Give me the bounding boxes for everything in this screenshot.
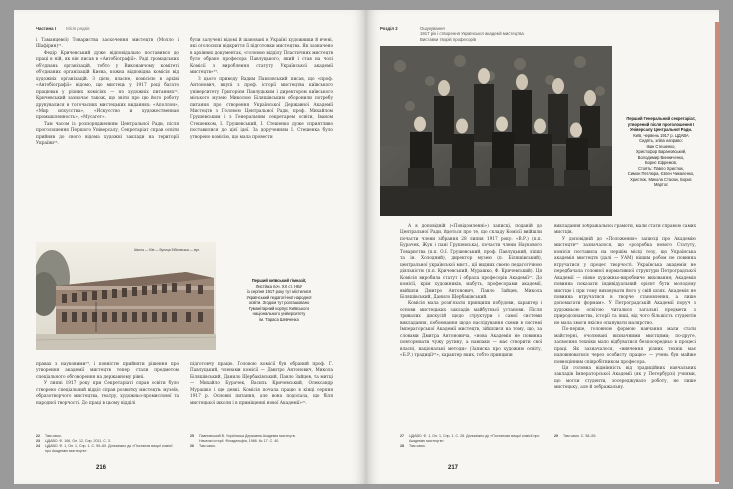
caption-line: Стоять: Павло Христюк, xyxy=(638,165,684,171)
footnote: 25 Павловський В. Українська Державна Академія мистецтв. xyxy=(190,434,296,438)
paragraph: Комісія мала розв'язати принципи побудови, характер і основи мистецьких закладів майбутньої установи. Після тривалих дискусій щодо структури і самої системи викладання, побоювання щодо наслідування схеми в системі Імператорської Академії мистецтв, зійшлися на тому, що, за словами Дмитра Антоновича, «нова Академія не повинна повторювати чужу рутину, а навпаки — має створити свої власні, національні методи» (Записка про художню освіту, «Б.Р.) традиції²⁸», характер яких, тобто принципи xyxy=(400,301,542,359)
caption-line: Іван Стешенко, xyxy=(646,143,676,149)
page-number-right: 217 xyxy=(448,465,459,471)
group-photo-caption xyxy=(618,116,704,188)
footnote: 27 ЦДАВО. Ф. 1, Оп. 1, Спр. 1. С. 28. Допоміжно до «Постанови вищої комісії про Академію мистецтв». xyxy=(400,434,540,444)
paragraph: були залучені відомі й шановані в Україні художники й вчені, які оголосили відкриття її підготовки мистецтва. Як зазначено в архівних документах, «головою відділу Пластичних мистецтв було обрано професора Павлуцького, який і став на чолі Комісії з вироблення статуту Української академії мистецтв»²⁴. xyxy=(190,38,333,76)
left-column-1-bottom xyxy=(36,362,179,407)
caption-line: Листівка поч. XX ст. НБУ xyxy=(255,283,303,289)
caption-line: Український педагогічної народної xyxy=(246,294,312,300)
caption-line: Мартос xyxy=(653,182,669,188)
right-footnotes-1 xyxy=(400,434,542,449)
header-line: 1917 рік і створення Української академії мистецтва xyxy=(420,31,524,37)
right-page xyxy=(366,10,719,484)
left-page-header xyxy=(36,26,90,31)
footnote: 23 ЦДАВО. Ф. 166, Оп. 12, Спр. 2011. С. 3. xyxy=(36,439,111,444)
caption-heading: Перший Генеральний секретаріат, утворений після проголошення I Універсалу Центральної Ради. xyxy=(626,116,696,133)
paragraph: У доповідній до «Положення» записці про Академію мистецтв²⁹ зазначалося, що «розробка нового Статуту, комісія поставила на першім місці тезу, що Українська академія мистецтв (далі — УАМ) нішим робом не повинна втручатися у процес творчості. Українська академія не передбачала головної нормативної структури Петроградської Академії — ніяке художньо-виробниче виховання; Академія повинна показати індивідуальний орієнт бути молодому мистцю і при тому виховувати його у свій шлях. Академія не повинна втручатися в творче становлення, а лише допомагати формам». У Петроградській Академії поруч з художньою освітою читалися загальні предмети з природознавства, історії та інші, від чого більшість студентів не мала змоги якісно опанувати малярство. xyxy=(554,236,696,326)
caption-line: Христофор Барановський, xyxy=(635,149,687,155)
paragraph: З цього приводу Вадим Павловський писав, що «проф. Антонович, вкупі з проф. історії мистецтва київського університету Григорієм Павлуцьким і директором київського міського музею Миколою Біляшівським оборонили потребу питання про створення Української Державної Академії Мистецтв з Головою Центральної Ради, проф. Михайлом Грушевським і з Генеральним секретарем освіти, Іваном Стешенком, І. Грушевський, І. Стешенко дуже сприятливо поставилися до цієї ідеї. За дорученням І. Стешенка було утворено комісію, що мала провести xyxy=(190,76,333,140)
left-column-1-top xyxy=(36,38,179,148)
right-footnotes-2 xyxy=(554,434,696,439)
caption-line: із серпня 1917 року тут містилися xyxy=(246,289,312,295)
caption-heading: Перший київський гімназії, xyxy=(251,278,307,283)
header-line: Виставки творів професорів xyxy=(420,36,477,42)
section-label: Розділ 2 xyxy=(380,26,398,31)
left-footnotes-1 xyxy=(36,434,179,454)
paragraph: У липні 1917 року при Секретаріаті справ освіти було створено спеціальний відділ справ розвитку мистецтв: музеїв, образотворчого мистецтва, театру, художньо-промислової та народної творчості. До праці в цьому відділі xyxy=(36,381,179,406)
footnote: 28 Там само. xyxy=(400,444,426,449)
header-line: Ошукування xyxy=(420,26,445,31)
footnote: 29 Там само. С. 58–59. xyxy=(554,434,597,438)
paragraph: підготовчу працю. Головою комісії був обраний проф. Г. Павлуцький, членами комісії — Дмитро Антонович, Микола Біляшівський, Данило Щербаківський, Павло Зайцев, та митці — Михайло Бурачек, Василь Кричевський, Олександр Мурашко і ще деякі. Комісія почала працю в кінці серпня 1917 р. Основні питання, але вона подолала, що біля мистецької школи і в приміщенні нової Академії»²⁵. xyxy=(190,362,333,406)
left-footnotes-2 xyxy=(190,434,333,449)
paragraph: По-перше, головною формою навчання мали стати майстерні, очолювані визначними мистцями; по-друге, засвоєння техніки мало відбуватися безпосередньо в процесі праці. Як зазначалося, «вивчення різних технік має наповнюватися через особисту працю» — учень був майже повноцінним співробітником професора. xyxy=(554,327,696,365)
caption-line: національного університету xyxy=(252,311,306,317)
right-column-2 xyxy=(554,224,696,430)
book-spread xyxy=(14,10,719,484)
page-edge-stripe xyxy=(715,22,719,482)
left-column-2-bottom xyxy=(190,362,333,407)
caption-line: освіти. Згодом тут розташовано xyxy=(248,300,310,306)
footnote: 26 Там само. xyxy=(190,444,216,449)
postcard-inscription: Школа — Кіїв — Вулиця Бібіковська — вул. xyxy=(133,248,201,252)
right-column-1 xyxy=(400,224,542,360)
paragraph: викладання зображальної грамоти, мали стати справою самих мистців. xyxy=(554,224,696,236)
caption-line: ім. Тараса Шевченка xyxy=(259,316,299,322)
caption-line: Володимир Винниченко, xyxy=(637,154,685,160)
caption-line: Гуманітарний корпус Київського xyxy=(248,305,310,311)
paragraph: Ця головна відмінність від традиційних навчальних закладів Імператорської Академії (як у Петербурзі) учнями, що могли студенти, зосереджувало роботу, не лише мистецьку, але й зображальну. xyxy=(554,365,696,391)
footnote: 22 Там само. xyxy=(36,434,62,438)
paragraph: А в доповідній («Повідомленні») записці, поданій до Центральної Ради, йдеться про те, що складу Комісії ввійшли почасти члени зібрання 28 липня 1917 року: «В.Р.) (п.п. Бурачек, Жук і пані Грушевська), почасти члени Наукового Товариства (п.п. О.І. Грушевський, проф. Павлуцький, ліпші та ін. Холодний), директор музею (п. Біляшівський), центральної української мист., ції видних своєю педагогічною діяльністю (п.п. Кричевський, Мурашко, Ф. Кричевський). Ця Комісія виробила статут і обрала професорів Академії²⁷. До комісії, крім художників, мабуть, професорами академії, ввійшли Дмитро Антонович, Павло Зайцев, Микола Біляшівський, Данило Щербаківський. xyxy=(400,224,542,300)
postcard-caption xyxy=(220,278,338,322)
footnote: Начатки історії. Філадельфія, 1966. № 17. С. 40. xyxy=(199,439,280,444)
gymnasium-postcard-photo xyxy=(36,242,216,350)
paragraph: Федір Кричевський дуже відповідально поставився до праці в ній, як він писав в «Автобіографії». Раді громадських об'єднань організацій, тобто у Виконавчому комітеті об'єднаних організацій Києва, кожна відповідна комісія від художніх організацій. З цією, власне, комісією в архіві «Автобіографії» відомо, що мистець у 1917 році багато працював у різних комісіях — по художніх питаннях²². Кричевський зазначає також, що звіти про цю його роботу друкувалися в тогочасних мистецьких виданнях: «Аполлон», «Мир искусства», «Искусство и художественная промышленность», «Мусагет». xyxy=(36,50,179,121)
paragraph: і Таманцевої) Товариства заохочення мистецтв (Молло і Шафірин)²¹. xyxy=(36,38,179,50)
postcard-image xyxy=(36,242,216,350)
group-photo-image xyxy=(380,46,612,216)
paragraph: правах з науковими²⁴, і повністю прийняти рішення про утворення академії мистецтв тепер стали предметом спеціального обговорення на державному рівні. xyxy=(36,362,179,380)
caption-line: Симон Петлюра, Євген Чикаленко, xyxy=(627,171,695,177)
caption-line: Христюк, Микола Стасюк, Борис xyxy=(630,176,692,182)
page-number-left: 216 xyxy=(96,465,107,471)
general-secretariat-photo xyxy=(380,46,612,216)
subsection-label: Місія рядків xyxy=(66,26,90,31)
caption-line: Київ, червень 1917 р. ЦДАВА xyxy=(633,132,689,138)
caption-line: Сидять, зліва направо: xyxy=(639,138,683,144)
footnote: 24 ЦДАВО. Ф. 1, Оп. 1, Спр. 1. С. 59–60. Допоміжно до «Постанов вищої комісії про Академію мистецтв». xyxy=(36,444,173,454)
section-label: Частина I xyxy=(36,26,56,31)
left-page xyxy=(14,10,366,484)
paragraph: Там часом із розпорядженням Центральної Ради, після проголошення Першого Універсалу, Секретаріат справ освіти прийняв до свого відома художні заклади на території України²³. xyxy=(36,121,179,147)
left-column-2-top xyxy=(190,38,333,141)
caption-line: Борис Єфремов, xyxy=(645,160,677,166)
